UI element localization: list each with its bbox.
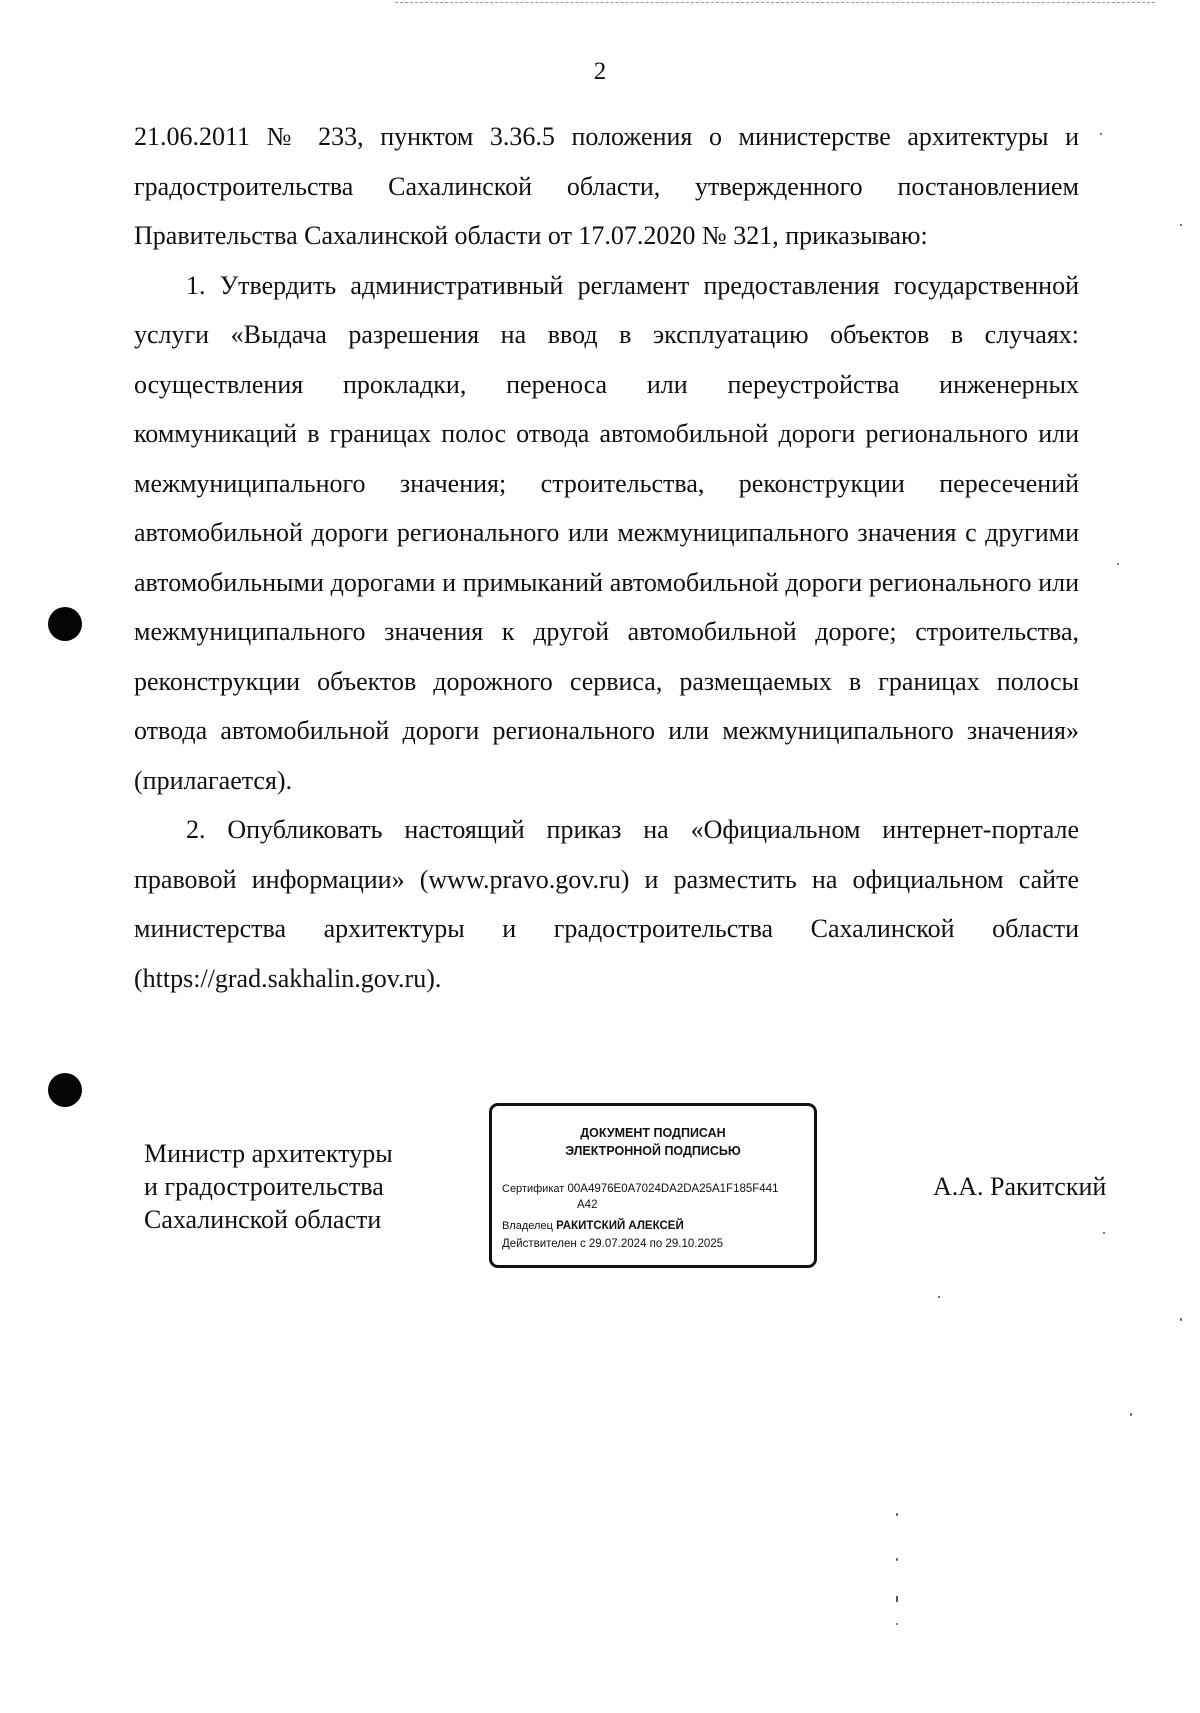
signer-position (144, 1137, 393, 1236)
scan-speck (1100, 133, 1102, 135)
order-body (134, 112, 1079, 1003)
scan-speck (1130, 1413, 1132, 1416)
page-number: 2 (593, 58, 607, 85)
scan-speck (896, 1558, 898, 1561)
stamp-owner (502, 1218, 684, 1234)
stamp-validity: Действителен с 29.07.2024 по 29.10.2025 (502, 1238, 724, 1250)
paragraph-preamble: 21.06.2011 № 233, пунктом 3.36.5 положения о министерстве архитектуры и градостроительства Сахалинской области, утвержденного постановлением Правительства Сахалинской области от 17.07.2020 № 321, приказываю: (134, 122, 1079, 250)
signer-position-line: Сахалинской области (144, 1205, 382, 1234)
stamp-owner-value: РАКИТСКИЙ АЛЕКСЕЙ (556, 1220, 684, 1232)
scan-speck (1180, 224, 1182, 226)
stamp-certificate (502, 1181, 779, 1197)
stamp-owner-label: Владелец (502, 1220, 553, 1232)
stamp-heading (492, 1124, 814, 1160)
signer-position-line: Министр архитектуры (144, 1139, 393, 1168)
stamp-certificate-value: 00A4976E0A7024DA2DA25A1F185F441 (567, 1183, 779, 1195)
signer-name: А.А. Ракитский (933, 1172, 1107, 1201)
paragraph-item-2: 2. Опубликовать настоящий приказ на «Официальном интернет-портале правовой информации» (www.pravo.gov.ru) и разместить на официальном сайте министерства архитектуры и градостроительства Сахалинской области (https://grad.sakhalin.gov.ru). (134, 815, 1079, 993)
scan-speck (1180, 1318, 1182, 1321)
punch-hole-mark (48, 1073, 82, 1107)
stamp-certificate-cont: A42 (577, 1199, 598, 1211)
scan-edge-line (395, 2, 1155, 3)
scan-speck (1103, 1232, 1105, 1234)
paragraph-item-1: 1. Утвердить административный регламент предоставления государственной услуги «Выдача разрешения на ввод в эксплуатацию объектов в случаях: осуществления прокладки, переноса или переустройства инженерных коммуникаций в границах полос отвода автомобильной дороги регионального или межмуниципального значения; строительства, реконструкции пересечений автомобильной дороги регионального или межмуниципального значения с другими автомобильными дорогами и примыканий автомобильной дороги регионального или межмуниципального значения к другой автомобильной дороге; строительства, реконструкции объектов дорожного сервиса, размещаемых в границах полосы отвода автомобильной дороги регионального или межмуниципального значения» (прилагается). (134, 270, 1079, 795)
stamp-certificate-label: Сертификат (502, 1183, 565, 1195)
stamp-heading-line: ЭЛЕКТРОННОЙ ПОДПИСЬЮ (565, 1144, 741, 1158)
scan-speck (896, 1596, 898, 1602)
scan-speck (1117, 563, 1119, 565)
stamp-heading-line: ДОКУМЕНТ ПОДПИСАН (580, 1126, 726, 1140)
electronic-signature-stamp (489, 1103, 817, 1268)
scan-speck (938, 1296, 940, 1298)
punch-hole-mark (48, 607, 82, 641)
scan-speck (896, 1513, 898, 1516)
signer-position-line: и градостроительства (144, 1172, 384, 1201)
scan-speck (896, 1623, 898, 1625)
